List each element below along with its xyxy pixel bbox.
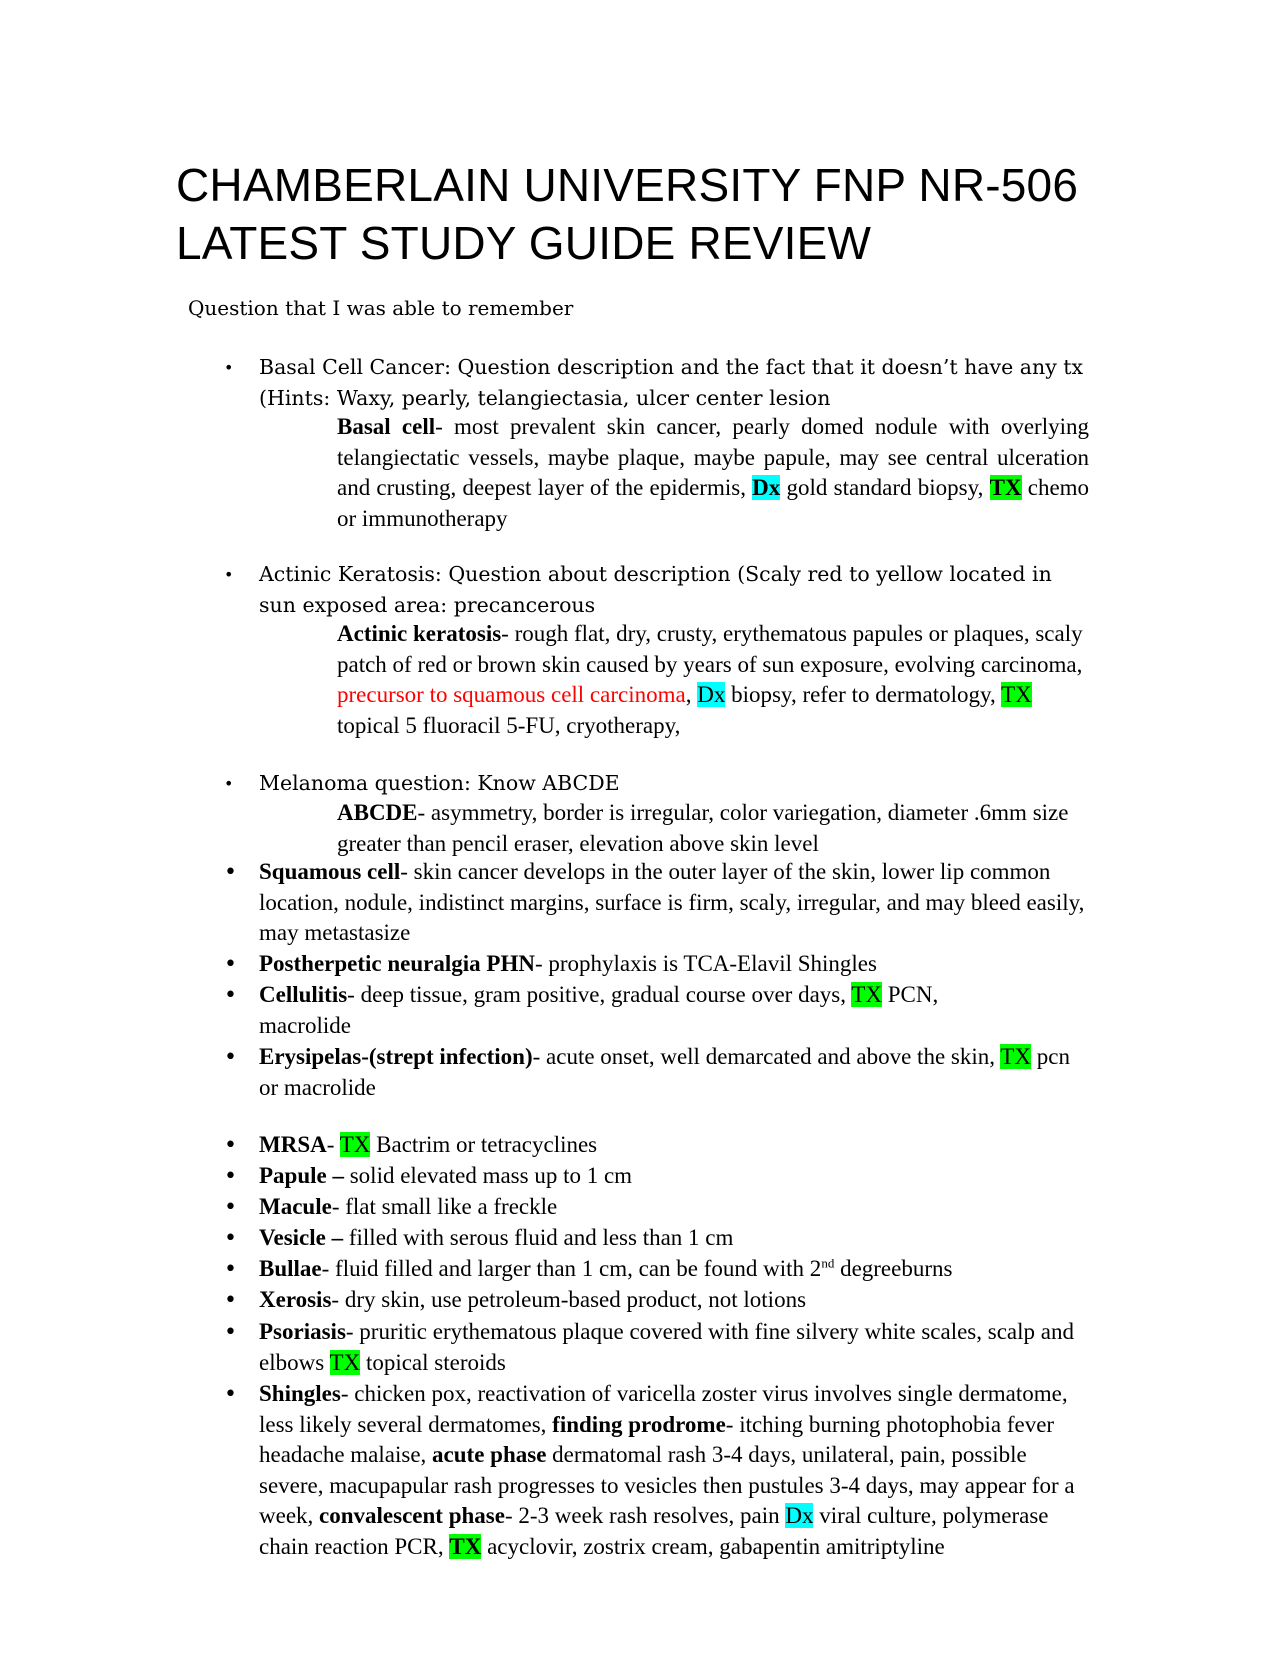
list-item-squamous: Squamous cell- skin cancer develops in the outer layer of the skin, lower lip common location, nodule, indistinct margins, surface is firm, scaly, irregular, and may bleed easily, may metastasize: [259, 859, 1085, 945]
bullet-icon: •: [224, 1045, 237, 1070]
bullet-icon: •: [224, 952, 237, 977]
dx-badge: Dx: [785, 1503, 814, 1528]
list-item-phn: Postherpetic neuralgia PHN- prophylaxis is TCA-Elavil Shingles: [259, 951, 877, 976]
intro-line: Question that I was able to remember: [188, 296, 574, 320]
dx-badge: Dx: [697, 682, 726, 707]
list-item-cellulitis: Cellulitis- deep tissue, gram positive, gradual course over days, TX PCN, macrolide: [259, 982, 939, 1038]
bullet-icon: •: [224, 1226, 237, 1251]
list-item-psoriasis: Psoriasis- pruritic erythematous plaque covered with fine silvery white scales, scalp and elbows TX topical steroids: [259, 1319, 1074, 1375]
dx-badge: Dx: [752, 475, 781, 500]
basal-question: Basal Cell Cancer: Question description and the fact that it doesn’t have any tx (Hints: Waxy, pearly, telangiectasia, ulcer center lesion: [259, 355, 1084, 410]
list-item-erysipelas: Erysipelas-(strept infection)- acute onset, well demarcated and above the skin, TX pcn or macrolide: [259, 1044, 1070, 1100]
bullet-icon: •: [224, 1288, 237, 1313]
actinic-term: Actinic keratosis: [337, 621, 502, 646]
list-item-macule: Macule- flat small like a freckle: [259, 1194, 558, 1219]
list-item-papule: Papule – solid elevated mass up to 1 cm: [259, 1163, 633, 1188]
bullet-icon: •: [224, 1195, 237, 1220]
bullet-icon: •: [224, 1164, 237, 1189]
bullet-icon: •: [224, 1320, 237, 1345]
list-item-shingles: Shingles- chicken pox, reactivation of varicella zoster virus involves single dermatome, less likely several dermatomes, finding prodrome- itching burning photophobia fever headache malaise, acute phase dermatomal rash 3-4 days, unilateral, pain, possible severe, macupapular rash progresses to vesicles then pustules 3-4 days, may appear for a week, convalescent phase- 2-3 week rash resolves, pain Dx viral culture, polymerase chain reaction PCR, TX acyclovir, zostrix cream, gabapentin amitriptyline: [259, 1381, 1075, 1559]
bullet-icon: •: [224, 1257, 237, 1282]
document-title: CHAMBERLAIN UNIVERSITY FNP NR-506 LATEST STUDY GUIDE REVIEW: [176, 159, 1079, 269]
abcde-term: ABCDE: [337, 800, 418, 825]
melanoma-question: Melanoma question: Know ABCDE: [259, 771, 620, 795]
list-item-mrsa: MRSA- TX Bactrim or tetracyclines: [259, 1132, 598, 1157]
tx-badge: TX: [339, 1132, 371, 1157]
list-item-vesicle: Vesicle – filled with serous fluid and less than 1 cm: [259, 1225, 734, 1250]
bullet-icon: •: [224, 565, 234, 584]
bullet-icon: •: [224, 860, 237, 885]
bullet-icon: •: [224, 1133, 237, 1158]
tx-badge: TX: [989, 475, 1022, 500]
list-item-bullae: Bullae- fluid filled and larger than 1 cm, can be found with 2nd degreeburns: [259, 1255, 953, 1281]
tx-badge: TX: [449, 1533, 482, 1559]
tx-badge: TX: [1001, 682, 1032, 707]
bullet-icon: •: [224, 1382, 237, 1407]
tx-badge: TX: [851, 982, 883, 1007]
list-item-xerosis: Xerosis- dry skin, use petroleum-based product, not lotions: [259, 1287, 807, 1312]
basal-detail: Basal cell- most prevalent skin cancer, pearly domed nodule with overlying telangiectatic vessels, maybe plaque, maybe papule, may see central ulceration and crusting, deepest layer of the epidermis, Dx gold standard biopsy, TX chemo or immunotherapy: [337, 414, 1090, 531]
actinic-question: Actinic Keratosis: Question about description (Scaly red to yellow located in sun exposed area: precancerous: [259, 562, 1052, 617]
melanoma-detail: ABCDE- asymmetry, border is irregular, color variegation, diameter .6mm size greater than pencil eraser, elevation above skin level: [337, 800, 1069, 856]
basal-term: Basal cell: [337, 414, 436, 439]
bullet-icon: •: [224, 983, 237, 1008]
tx-badge: TX: [329, 1349, 361, 1375]
precursor-warning: precursor to squamous cell carcinoma: [337, 682, 686, 707]
bullet-icon: •: [224, 774, 234, 793]
bullet-icon: •: [224, 358, 234, 377]
actinic-detail: Actinic keratosis- rough flat, dry, crusty, erythematous papules or plaques, scaly patch of red or brown skin caused by years of sun exposure, evolving carcinoma, precursor to squamous cell carcinoma, Dx biopsy, refer to dermatology, TX topical 5 fluoracil 5-FU, cryotherapy,: [337, 621, 1083, 738]
tx-badge: TX: [1000, 1044, 1032, 1069]
